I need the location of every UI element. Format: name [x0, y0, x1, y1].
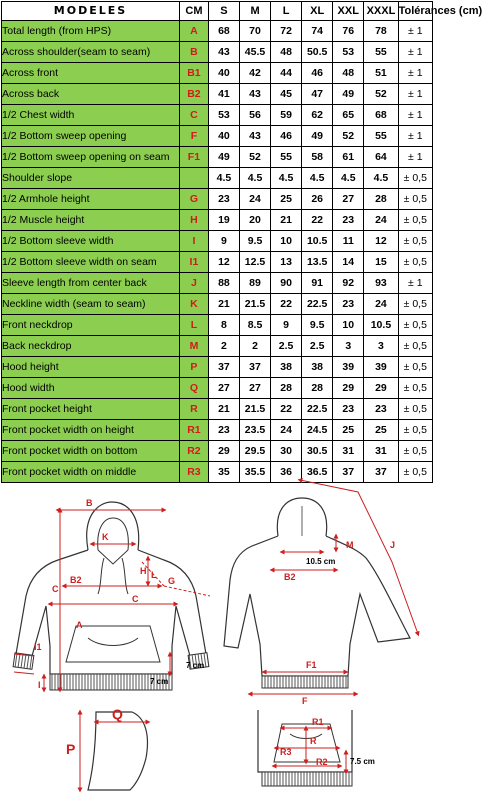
measurement-code: I1 — [179, 252, 208, 273]
size-header-l: L — [271, 2, 302, 21]
tolerance-value: ± 0,5 — [398, 231, 432, 252]
label-j: J — [390, 540, 396, 550]
label-r2: R2 — [316, 757, 328, 767]
size-value: 30 — [271, 441, 302, 462]
label-hem-7cm: 7 cm — [150, 677, 169, 686]
size-value: 24 — [364, 210, 398, 231]
size-value: 10 — [271, 231, 302, 252]
size-value: 20 — [239, 210, 270, 231]
size-value: 55 — [364, 42, 398, 63]
front-hoodie-drawing — [13, 502, 209, 690]
size-value: 35.5 — [239, 462, 270, 483]
size-value: 27 — [208, 378, 239, 399]
size-header-m: M — [239, 2, 270, 21]
measurement-name: Hood width — [2, 378, 180, 399]
tolerance-value: ± 1 — [398, 273, 432, 294]
size-value: 2.5 — [302, 336, 333, 357]
tolerance-value: ± 1 — [398, 63, 432, 84]
table-row — [2, 21, 433, 42]
table-row — [2, 126, 433, 147]
table-row — [2, 147, 433, 168]
table-row — [2, 210, 433, 231]
size-value: 39 — [333, 357, 364, 378]
label-f1: F1 — [306, 660, 317, 670]
size-value: 45 — [271, 84, 302, 105]
measurement-name: Front neckdrop — [2, 315, 180, 336]
table-title: MODELES — [2, 2, 180, 21]
size-value: 22.5 — [302, 399, 333, 420]
tolerance-value: ± 0,5 — [398, 420, 432, 441]
label-m: M — [346, 540, 354, 550]
size-header-xxxl: XXXL — [364, 2, 398, 21]
size-value: 23 — [333, 210, 364, 231]
measurement-code: A — [179, 21, 208, 42]
size-value: 36 — [271, 462, 302, 483]
measurement-code: R — [179, 399, 208, 420]
table-row — [2, 168, 433, 189]
size-value: 4.5 — [208, 168, 239, 189]
label-c-right: C — [132, 594, 139, 604]
label-h: H — [140, 566, 147, 576]
size-value: 4.5 — [302, 168, 333, 189]
measurement-code: K — [179, 294, 208, 315]
size-value: 2 — [208, 336, 239, 357]
size-value: 43 — [239, 126, 270, 147]
size-value: 22 — [271, 294, 302, 315]
size-value: 49 — [302, 126, 333, 147]
label-b2-back: B2 — [284, 572, 296, 582]
size-value: 10.5 — [364, 315, 398, 336]
label-i: I — [38, 680, 41, 690]
size-value: 25 — [364, 420, 398, 441]
size-value: 15 — [364, 252, 398, 273]
measurement-code: R1 — [179, 420, 208, 441]
label-b2-front: B2 — [70, 575, 82, 585]
tolerance-value: ± 0,5 — [398, 336, 432, 357]
size-value: 76 — [333, 21, 364, 42]
measurement-code: P — [179, 357, 208, 378]
tolerance-value: ± 0,5 — [398, 168, 432, 189]
size-value: 19 — [208, 210, 239, 231]
label-f: F — [302, 696, 308, 706]
tolerance-value: ± 1 — [398, 126, 432, 147]
measurement-code: J — [179, 273, 208, 294]
measurement-code: B — [179, 42, 208, 63]
size-value: 31 — [364, 441, 398, 462]
measurement-name: 1/2 Chest width — [2, 105, 180, 126]
size-value: 13.5 — [302, 252, 333, 273]
size-value: 23 — [333, 294, 364, 315]
tolerance-value: ± 1 — [398, 42, 432, 63]
label-b: B — [86, 498, 93, 508]
size-value: 52 — [364, 84, 398, 105]
measurement-name: Sleeve length from center back — [2, 273, 180, 294]
size-value: 4.5 — [239, 168, 270, 189]
size-value: 70 — [239, 21, 270, 42]
hood-piece-drawing — [88, 712, 147, 790]
tolerance-value: ± 0,5 — [398, 294, 432, 315]
size-value: 29 — [208, 441, 239, 462]
tolerance-value: ± 0,5 — [398, 399, 432, 420]
size-value: 12 — [364, 231, 398, 252]
measurement-name: Across front — [2, 63, 180, 84]
measurement-name: Across back — [2, 84, 180, 105]
table-row — [2, 294, 433, 315]
tolerance-value: ± 0,5 — [398, 189, 432, 210]
size-value: 9.5 — [239, 231, 270, 252]
measurement-name: 1/2 Bottom sweep opening — [2, 126, 180, 147]
table-row — [2, 63, 433, 84]
measurement-code: B2 — [179, 84, 208, 105]
size-value: 50.5 — [302, 42, 333, 63]
size-value: 23 — [333, 399, 364, 420]
measurement-code — [179, 168, 208, 189]
size-header-xxl: XXL — [333, 2, 364, 21]
size-value: 47 — [302, 84, 333, 105]
size-value: 22.5 — [302, 294, 333, 315]
measurement-name: Back neckdrop — [2, 336, 180, 357]
tolerance-value: ± 0,5 — [398, 462, 432, 483]
size-value: 48 — [333, 63, 364, 84]
size-value: 23 — [208, 420, 239, 441]
measurement-name: Hood height — [2, 357, 180, 378]
size-value: 59 — [271, 105, 302, 126]
size-value: 10.5 — [302, 231, 333, 252]
label-i1: I1 — [34, 642, 42, 652]
size-value: 11 — [333, 231, 364, 252]
size-value: 45.5 — [239, 42, 270, 63]
label-p: P — [66, 741, 76, 757]
measurement-code: R3 — [179, 462, 208, 483]
size-value: 55 — [364, 126, 398, 147]
size-value: 27 — [239, 378, 270, 399]
size-value: 23 — [208, 189, 239, 210]
size-value: 4.5 — [364, 168, 398, 189]
measurement-code: C — [179, 105, 208, 126]
size-header-xl: XL — [302, 2, 333, 21]
size-value: 13 — [271, 252, 302, 273]
label-a: A — [76, 620, 83, 630]
size-value: 37 — [239, 357, 270, 378]
size-value: 10 — [333, 315, 364, 336]
size-value: 28 — [271, 378, 302, 399]
size-value: 72 — [271, 21, 302, 42]
size-value: 37 — [333, 462, 364, 483]
size-value: 21 — [271, 210, 302, 231]
size-value: 23.5 — [239, 420, 270, 441]
tolerance-value: ± 0,5 — [398, 441, 432, 462]
measurement-name: 1/2 Bottom sleeve width — [2, 231, 180, 252]
size-value: 37 — [364, 462, 398, 483]
size-value: 61 — [333, 147, 364, 168]
size-value: 78 — [364, 21, 398, 42]
size-value: 90 — [271, 273, 302, 294]
label-q: Q — [112, 706, 123, 722]
size-value: 64 — [364, 147, 398, 168]
size-value: 38 — [271, 357, 302, 378]
size-value: 22 — [271, 399, 302, 420]
measurement-name: Across shoulder(seam to seam) — [2, 42, 180, 63]
size-value: 58 — [302, 147, 333, 168]
measurement-code: F — [179, 126, 208, 147]
tolerance-header: Tolérances (cm) — [398, 2, 432, 21]
table-row — [2, 315, 433, 336]
measurement-name: Total length (from HPS) — [2, 21, 180, 42]
size-value: 9 — [271, 315, 302, 336]
size-value: 40 — [208, 63, 239, 84]
size-value: 36.5 — [302, 462, 333, 483]
size-value: 25 — [333, 420, 364, 441]
size-value: 48 — [271, 42, 302, 63]
table-row — [2, 420, 433, 441]
size-value: 41 — [208, 84, 239, 105]
back-hoodie-drawing — [224, 498, 410, 688]
size-value: 43 — [208, 42, 239, 63]
label-10-5cm: 10.5 cm — [306, 557, 336, 566]
tolerance-value: ± 1 — [398, 147, 432, 168]
tolerance-value: ± 0,5 — [398, 315, 432, 336]
measurement-name: Front pocket width on middle — [2, 462, 180, 483]
size-value: 3 — [333, 336, 364, 357]
size-value: 37 — [208, 357, 239, 378]
size-value: 24 — [239, 189, 270, 210]
measurement-name: Front pocket width on bottom — [2, 441, 180, 462]
size-value: 24 — [271, 420, 302, 441]
label-r: R — [310, 736, 317, 746]
measurement-code: L — [179, 315, 208, 336]
measurement-name: Shoulder slope — [2, 168, 180, 189]
label-r3: R3 — [280, 747, 292, 757]
tolerance-value: ± 1 — [398, 84, 432, 105]
measurement-name: 1/2 Bottom sweep opening on seam — [2, 147, 180, 168]
size-spec-table — [1, 1, 482, 483]
measurement-name: Front pocket height — [2, 399, 180, 420]
size-value: 51 — [364, 63, 398, 84]
size-value: 74 — [302, 21, 333, 42]
measurement-code: I — [179, 231, 208, 252]
table-row — [2, 84, 433, 105]
size-value: 68 — [364, 105, 398, 126]
table-row — [2, 399, 433, 420]
size-value: 24.5 — [302, 420, 333, 441]
size-value: 14 — [333, 252, 364, 273]
size-value: 44 — [271, 63, 302, 84]
size-value: 28 — [364, 189, 398, 210]
size-value: 3 — [364, 336, 398, 357]
size-value: 25 — [271, 189, 302, 210]
label-c-left: C — [52, 584, 59, 594]
measurement-name: Front pocket width on height — [2, 420, 180, 441]
size-value: 8 — [208, 315, 239, 336]
size-value: 35 — [208, 462, 239, 483]
size-value: 53 — [208, 105, 239, 126]
size-value: 26 — [302, 189, 333, 210]
label-k: K — [102, 532, 109, 542]
measurement-code: H — [179, 210, 208, 231]
table-row — [2, 357, 433, 378]
unit-header: CM — [179, 2, 208, 21]
size-value: 24 — [364, 294, 398, 315]
table-header-row — [2, 2, 433, 21]
table-row — [2, 273, 433, 294]
tolerance-value: ± 0,5 — [398, 252, 432, 273]
tolerance-value: ± 1 — [398, 105, 432, 126]
table-row — [2, 441, 433, 462]
size-value: 4.5 — [333, 168, 364, 189]
size-value: 93 — [364, 273, 398, 294]
size-value: 4.5 — [271, 168, 302, 189]
measurement-name: 1/2 Bottom sleeve width on seam — [2, 252, 180, 273]
size-header-s: S — [208, 2, 239, 21]
size-value: 28 — [302, 378, 333, 399]
size-value: 49 — [333, 84, 364, 105]
size-value: 65 — [333, 105, 364, 126]
size-value: 22 — [302, 210, 333, 231]
size-value: 89 — [239, 273, 270, 294]
table-row — [2, 336, 433, 357]
table-row — [2, 252, 433, 273]
label-7-5cm: 7.5 cm — [350, 757, 375, 766]
size-value: 42 — [239, 63, 270, 84]
size-value: 8.5 — [239, 315, 270, 336]
size-value: 43 — [239, 84, 270, 105]
size-value: 12 — [208, 252, 239, 273]
size-value: 38 — [302, 357, 333, 378]
measurement-name: Neckline width (seam to seam) — [2, 294, 180, 315]
size-value: 40 — [208, 126, 239, 147]
measurement-name: 1/2 Armhole height — [2, 189, 180, 210]
tolerance-value: ± 0,5 — [398, 357, 432, 378]
label-cuff-7cm: 7 cm — [186, 661, 205, 670]
size-value: 31 — [333, 441, 364, 462]
size-value: 29 — [333, 378, 364, 399]
measurement-code: B1 — [179, 63, 208, 84]
size-value: 2 — [239, 336, 270, 357]
size-value: 53 — [333, 42, 364, 63]
size-value: 21.5 — [239, 294, 270, 315]
table-row — [2, 231, 433, 252]
size-value: 2.5 — [271, 336, 302, 357]
size-value: 52 — [239, 147, 270, 168]
size-value: 27 — [333, 189, 364, 210]
measurement-code: F1 — [179, 147, 208, 168]
size-value: 21.5 — [239, 399, 270, 420]
table-row — [2, 42, 433, 63]
size-value: 52 — [333, 126, 364, 147]
size-value: 46 — [271, 126, 302, 147]
measurement-code: G — [179, 189, 208, 210]
size-value: 21 — [208, 294, 239, 315]
size-value: 21 — [208, 399, 239, 420]
table-row — [2, 189, 433, 210]
measurement-code: R2 — [179, 441, 208, 462]
size-value: 56 — [239, 105, 270, 126]
size-value: 55 — [271, 147, 302, 168]
size-value: 91 — [302, 273, 333, 294]
label-l: L — [151, 570, 157, 580]
size-value: 29.5 — [239, 441, 270, 462]
measurement-code: Q — [179, 378, 208, 399]
table-row — [2, 105, 433, 126]
label-r1: R1 — [312, 717, 324, 727]
size-value: 62 — [302, 105, 333, 126]
size-value: 39 — [364, 357, 398, 378]
table-row — [2, 378, 433, 399]
size-value: 49 — [208, 147, 239, 168]
size-value: 23 — [364, 399, 398, 420]
tolerance-value: ± 0,5 — [398, 210, 432, 231]
size-value: 30.5 — [302, 441, 333, 462]
size-value: 9 — [208, 231, 239, 252]
size-value: 88 — [208, 273, 239, 294]
garment-diagrams — [0, 466, 434, 800]
measurement-code: M — [179, 336, 208, 357]
size-value: 12.5 — [239, 252, 270, 273]
label-g: G — [168, 576, 176, 586]
tolerance-value: ± 0,5 — [398, 378, 432, 399]
size-value: 92 — [333, 273, 364, 294]
tolerance-value: ± 1 — [398, 21, 432, 42]
size-value: 29 — [364, 378, 398, 399]
size-value: 68 — [208, 21, 239, 42]
size-value: 46 — [302, 63, 333, 84]
size-value: 9.5 — [302, 315, 333, 336]
measurement-name: 1/2 Muscle height — [2, 210, 180, 231]
